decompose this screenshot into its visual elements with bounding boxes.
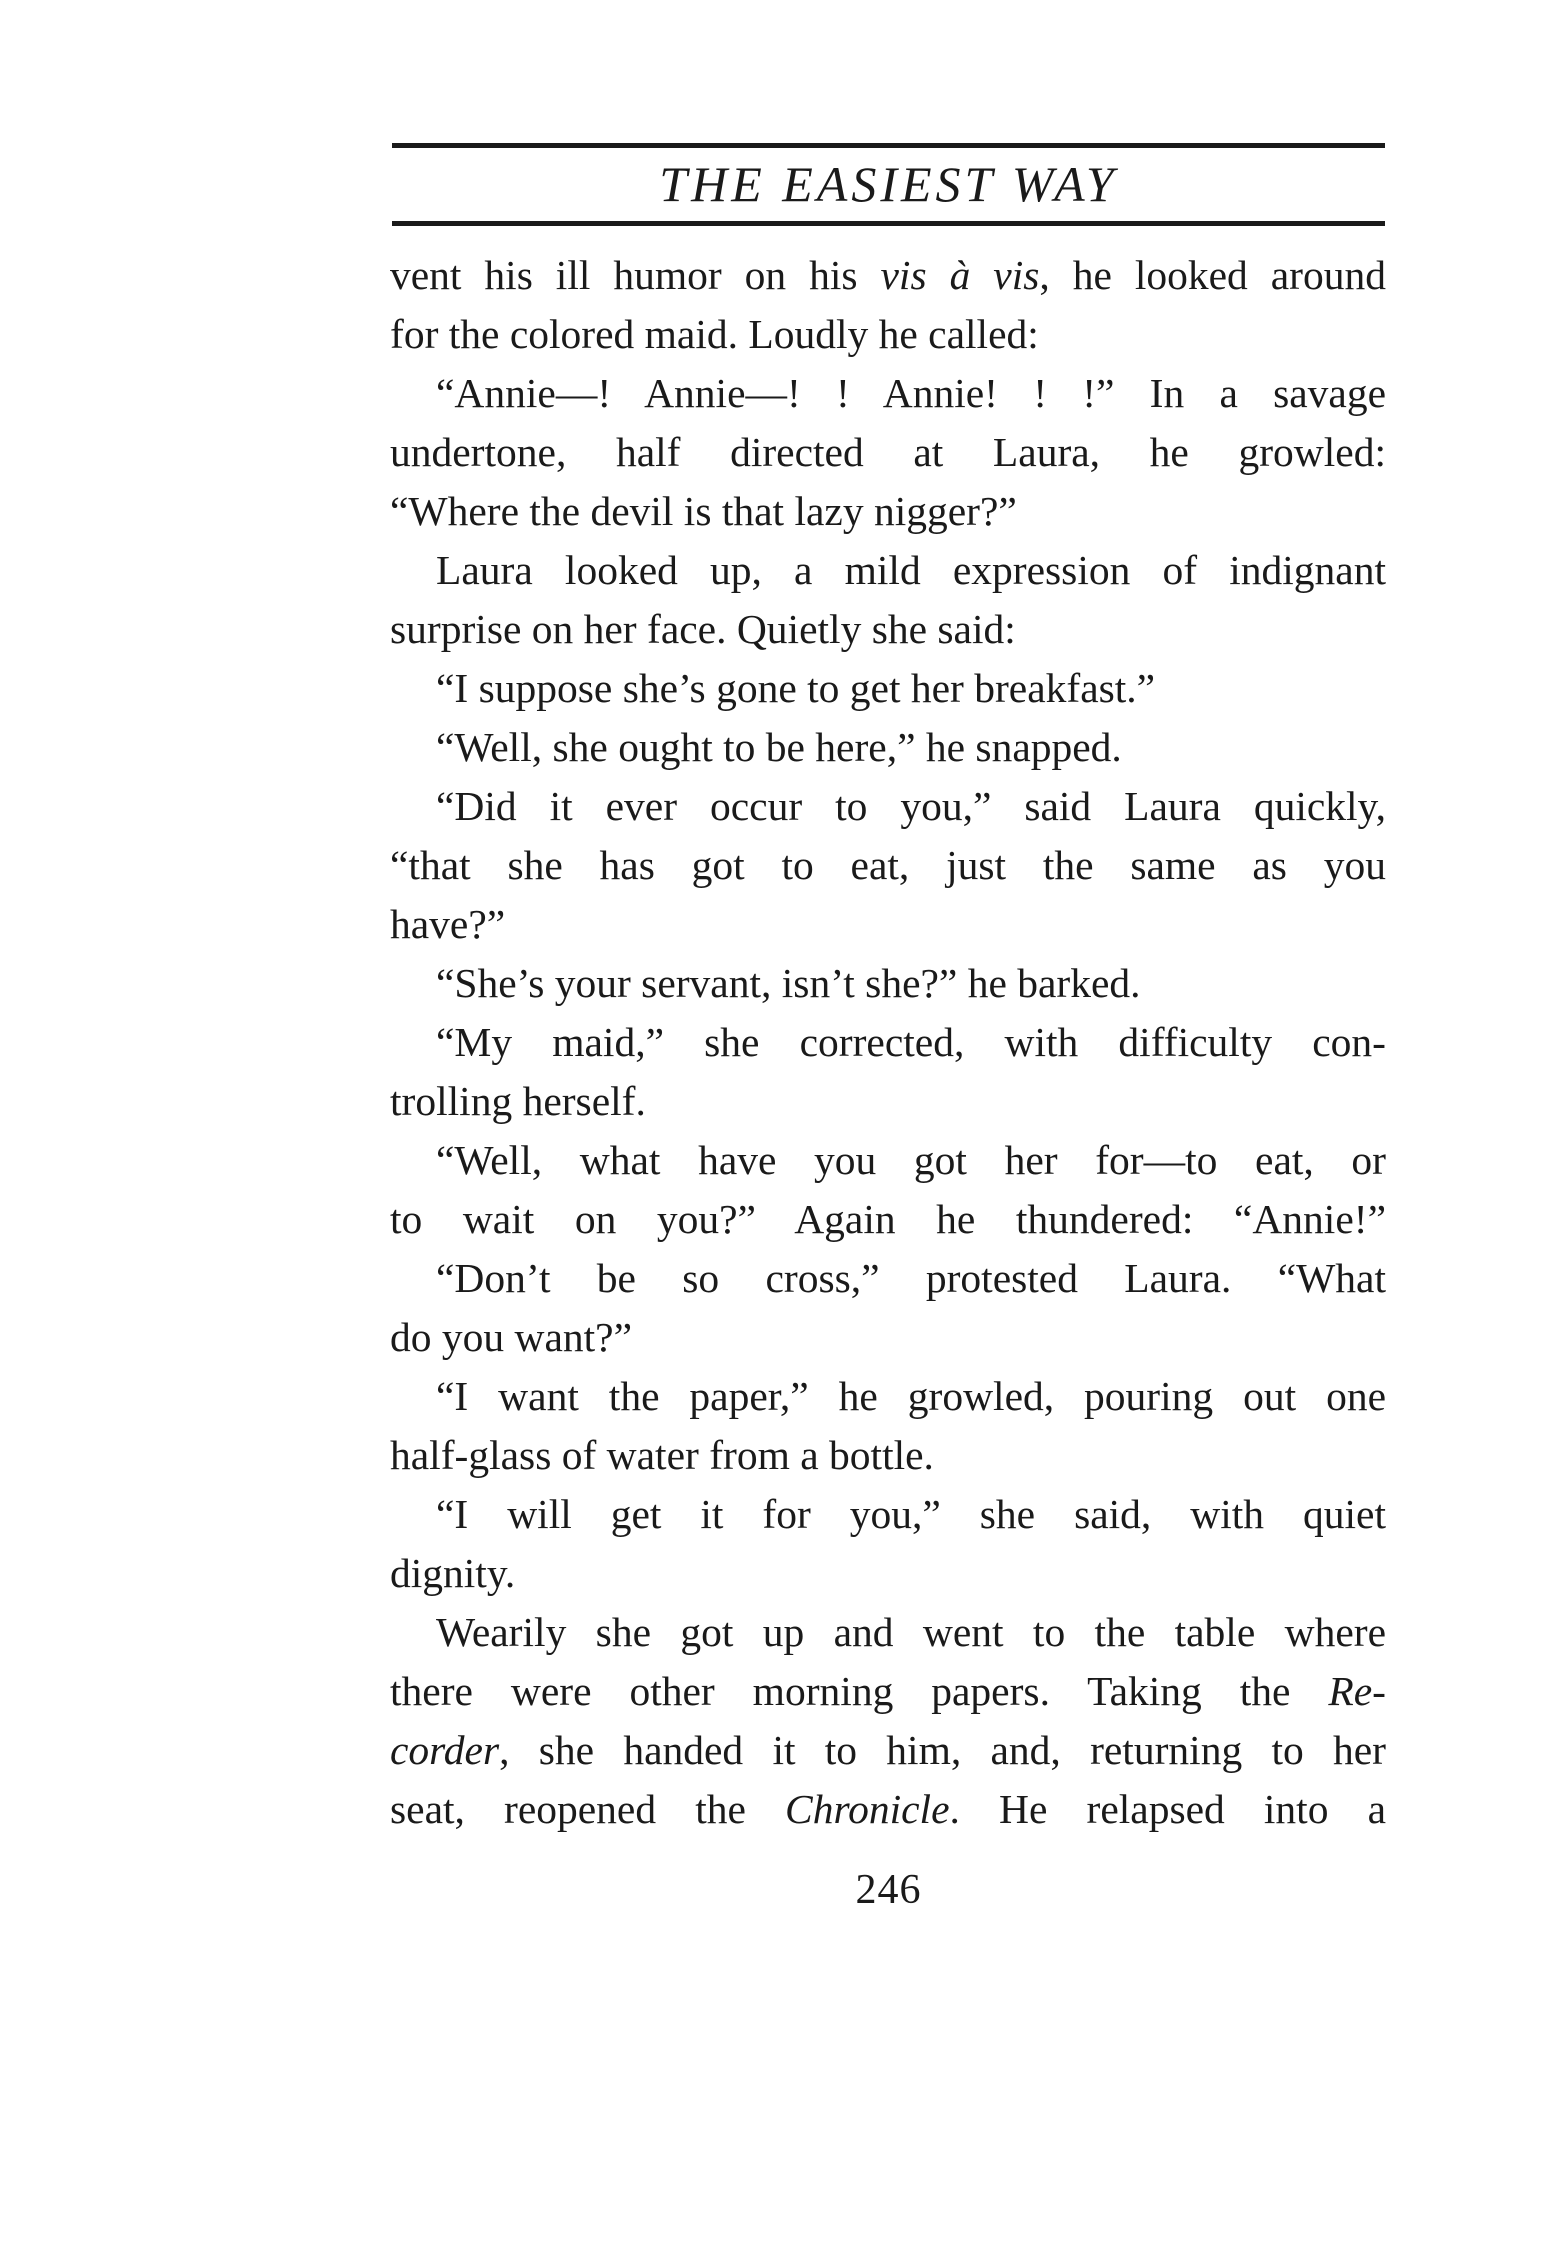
body-text xyxy=(390,246,1386,1839)
text-line: “I want the paper,” he growled, pouring out one xyxy=(436,1373,1386,1419)
header-rule-top xyxy=(392,143,1385,148)
text-line: dignity. xyxy=(390,1550,516,1596)
text-line: Wearily she got up and went to the table where xyxy=(436,1609,1386,1655)
text-line: for the colored maid. Loudly he called: xyxy=(390,311,1039,357)
text-line: “My maid,” she corrected, with difficulty con- xyxy=(436,1019,1386,1065)
text-line: have?” xyxy=(390,901,506,947)
text-line: to wait on you?” Again he thundered: “Annie!” xyxy=(390,1196,1386,1242)
text-line: there were other morning papers. Taking the Re- xyxy=(390,1668,1386,1714)
text-line: “Annie—! Annie—! ! Annie! ! !” In a savage xyxy=(436,370,1386,416)
text-line: undertone, half directed at Laura, he growled: xyxy=(390,429,1386,475)
text-line: vent his ill humor on his vis à vis, he looked around xyxy=(390,252,1387,298)
text-line: “She’s your servant, isn’t she?” he barked. xyxy=(436,960,1141,1006)
text-line: “Don’t be so cross,” protested Laura. “What xyxy=(436,1255,1386,1301)
text-line: “that she has got to eat, just the same as you xyxy=(390,842,1386,888)
text-line: “Where the devil is that lazy nigger?” xyxy=(390,488,1017,534)
text-line: surprise on her face. Quietly she said: xyxy=(390,606,1016,652)
text-line: corder, she handed it to him, and, returning to her xyxy=(390,1727,1386,1773)
text-line: seat, reopened the Chronicle. He relapsed into a xyxy=(390,1786,1386,1832)
text-line: “I suppose she’s gone to get her breakfast.” xyxy=(436,665,1156,711)
text-line: half-glass of water from a bottle. xyxy=(390,1432,934,1478)
text-line: trolling herself. xyxy=(390,1078,646,1124)
running-title: THE EASIEST WAY xyxy=(659,156,1118,212)
text-line: “Well, what have you got her for—to eat, or xyxy=(436,1137,1386,1183)
text-line: do you want?” xyxy=(390,1314,633,1360)
text-line: Laura looked up, a mild expression of indignant xyxy=(436,547,1386,593)
text-line: “Did it ever occur to you,” said Laura quickly, xyxy=(436,783,1386,829)
text-line: “Well, she ought to be here,” he snapped. xyxy=(436,724,1122,770)
header-rule-bottom xyxy=(392,221,1385,226)
page-number: 246 xyxy=(855,1867,922,1913)
text-line: “I will get it for you,” she said, with quiet xyxy=(436,1491,1386,1537)
